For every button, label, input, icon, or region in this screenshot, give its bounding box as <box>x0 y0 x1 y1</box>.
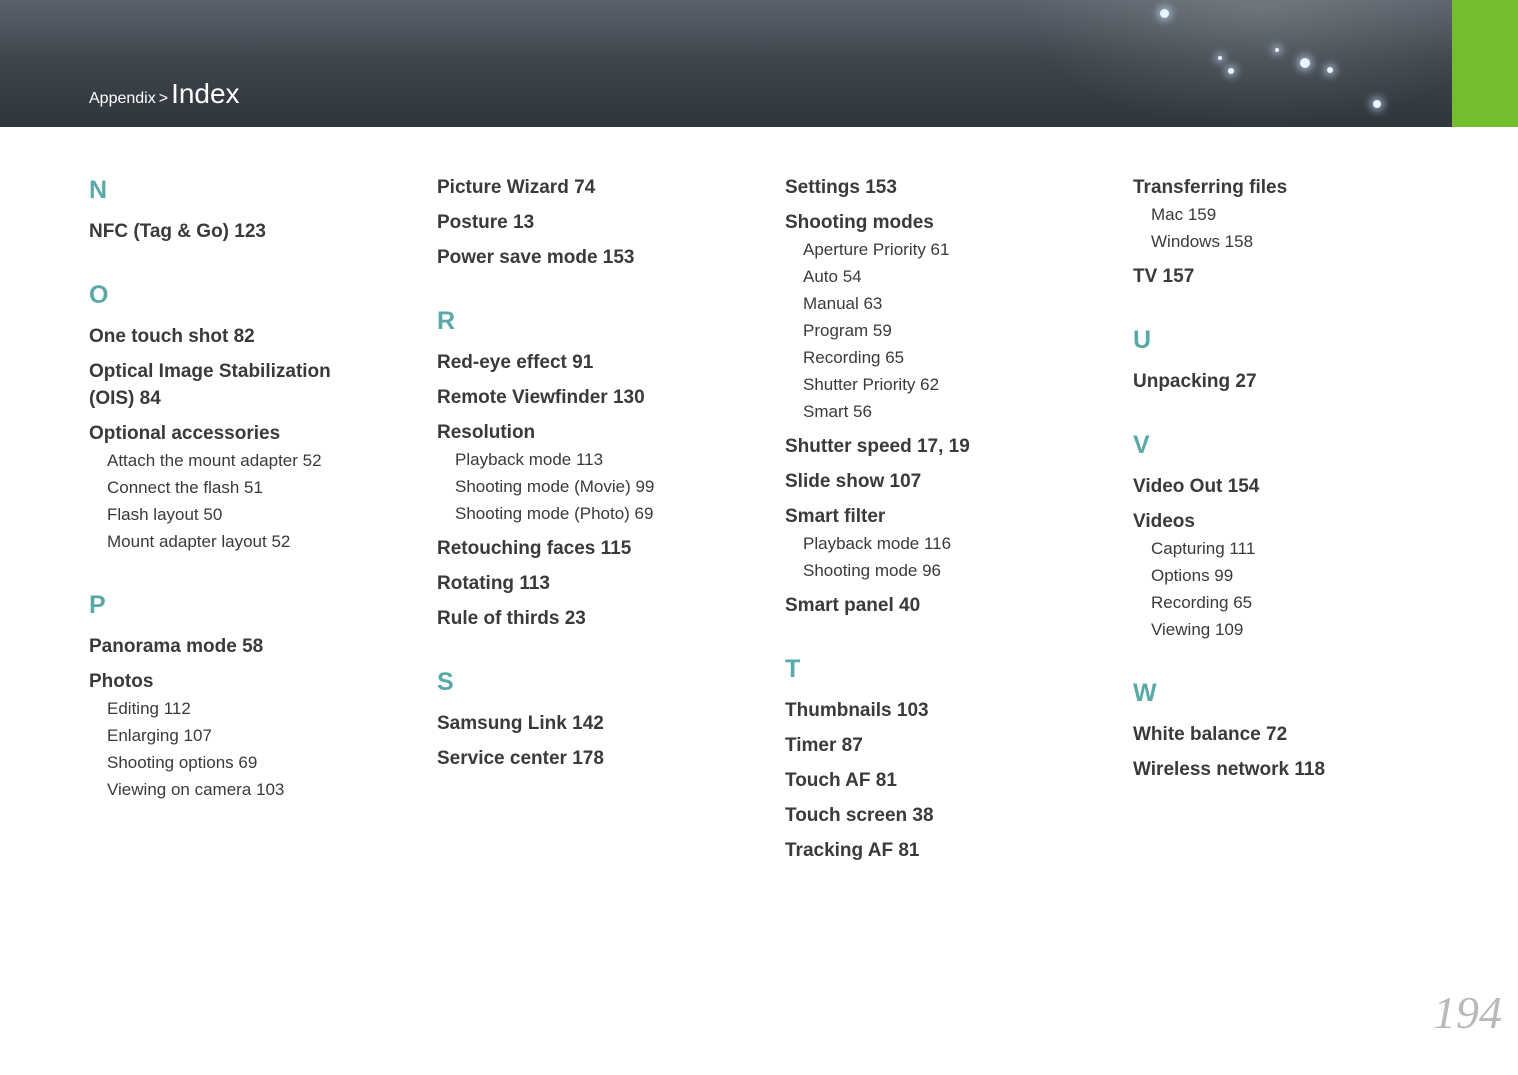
index-letter-heading: R <box>437 307 456 335</box>
page-header <box>0 0 1452 127</box>
sparkle-decoration <box>1228 68 1234 74</box>
index-subentry[interactable]: Attach the mount adapter 52 <box>107 451 322 470</box>
index-subentry[interactable]: Shutter Priority 62 <box>803 375 940 394</box>
index-entry[interactable]: Touch AF 81 <box>785 770 897 791</box>
sparkle-decoration <box>1160 9 1169 18</box>
index-subentry[interactable]: Playback mode 113 <box>455 450 604 469</box>
index-entry[interactable]: Smart panel 40 <box>785 595 921 616</box>
breadcrumb-parent[interactable]: Appendix <box>89 90 156 107</box>
index-letter-heading: V <box>1133 431 1150 459</box>
index-entry[interactable]: Touch screen 38 <box>785 805 934 826</box>
index-entry[interactable]: Videos <box>1133 511 1195 532</box>
page-title: Index <box>171 78 240 109</box>
index-entry[interactable]: TV 157 <box>1133 266 1195 287</box>
index-subentry[interactable]: Recording 65 <box>1151 593 1253 612</box>
index-column-1 <box>89 170 419 803</box>
index-entry[interactable]: Video Out 154 <box>1133 476 1260 497</box>
index-subentry[interactable]: Shooting options 69 <box>107 753 258 772</box>
index-subentry[interactable]: Flash layout 50 <box>107 505 223 524</box>
index-entry[interactable]: Photos <box>89 671 154 692</box>
index-subentry[interactable]: Mac 159 <box>1151 205 1217 224</box>
index-subentry[interactable]: Shooting mode (Photo) 69 <box>455 504 654 523</box>
index-entry[interactable]: Tracking AF 81 <box>785 840 920 861</box>
sparkle-decoration <box>1218 56 1222 60</box>
index-entry[interactable]: Transferring files <box>1133 177 1288 198</box>
sparkle-decoration <box>1327 67 1333 73</box>
index-subentry[interactable]: Enlarging 107 <box>107 726 212 745</box>
index-subentry[interactable]: Windows 158 <box>1151 232 1254 251</box>
sparkle-decoration <box>1300 58 1310 68</box>
index-letter-heading: T <box>785 655 801 683</box>
index-subentry[interactable]: Aperture Priority 61 <box>803 240 950 259</box>
index-entry[interactable]: Picture Wizard 74 <box>437 177 596 198</box>
index-entry[interactable]: Remote Viewfinder 130 <box>437 387 645 408</box>
index-subentry[interactable]: Smart 56 <box>803 402 872 421</box>
index-entry[interactable]: Rotating 113 <box>437 573 550 594</box>
index-subentry[interactable]: Mount adapter layout 52 <box>107 532 291 551</box>
index-subentry[interactable]: Recording 65 <box>803 348 905 367</box>
index-entry[interactable]: Service center 178 <box>437 748 604 769</box>
index-letter-heading: W <box>1133 679 1157 707</box>
index-entry[interactable]: Samsung Link 142 <box>437 713 604 734</box>
breadcrumb <box>89 78 240 110</box>
index-entry[interactable]: Shutter speed 17, 19 <box>785 436 970 457</box>
header-glow <box>1000 0 1452 127</box>
index-subentry[interactable]: Manual 63 <box>803 294 883 313</box>
index-entry[interactable]: Rule of thirds 23 <box>437 608 586 629</box>
index-entry[interactable]: Slide show 107 <box>785 471 922 492</box>
index-entry[interactable]: Resolution <box>437 422 536 443</box>
index-subentry[interactable]: Shooting mode (Movie) 99 <box>455 477 655 496</box>
index-entry[interactable]: Timer 87 <box>785 735 863 756</box>
index-subentry[interactable]: Viewing on camera 103 <box>107 780 285 799</box>
index-entry[interactable]: Smart filter <box>785 506 886 527</box>
page-number: 194 <box>1433 987 1502 1038</box>
index-subentry[interactable]: Options 99 <box>1151 566 1234 585</box>
index-entry[interactable]: Shooting modes <box>785 212 934 233</box>
index-subentry[interactable]: Capturing 111 <box>1151 539 1256 558</box>
index-letter-heading: U <box>1133 326 1152 354</box>
index-letter-heading: O <box>89 281 109 309</box>
section-accent-tab <box>1452 0 1518 127</box>
index-entry[interactable]: One touch shot 82 <box>89 326 255 347</box>
index-entry[interactable]: Optical Image Stabilization (OIS) 84 <box>89 361 331 409</box>
index-entry[interactable]: Optional accessories <box>89 423 281 444</box>
index-entry[interactable]: Settings 153 <box>785 177 897 198</box>
index-column-4 <box>1133 170 1463 783</box>
index-entry[interactable]: Red-eye effect 91 <box>437 352 594 373</box>
index-subentry[interactable]: Playback mode 116 <box>803 534 952 553</box>
index-entry[interactable]: Power save mode 153 <box>437 247 635 268</box>
index-entry[interactable]: NFC (Tag & Go) 123 <box>89 221 266 242</box>
index-entry[interactable]: White balance 72 <box>1133 724 1288 745</box>
index-entry[interactable]: Panorama mode 58 <box>89 636 264 657</box>
index-column-3 <box>785 170 1115 864</box>
index-entry[interactable]: Unpacking 27 <box>1133 371 1257 392</box>
index-entry[interactable]: Wireless network 118 <box>1133 759 1326 780</box>
index-letter-heading: P <box>89 591 106 619</box>
sparkle-decoration <box>1275 48 1279 52</box>
sparkle-decoration <box>1373 100 1381 108</box>
index-column-2 <box>437 170 767 772</box>
index-subentry[interactable]: Editing 112 <box>107 699 191 718</box>
index-subentry[interactable]: Connect the flash 51 <box>107 478 263 497</box>
index-entry[interactable]: Posture 13 <box>437 212 535 233</box>
index-letter-heading: N <box>89 176 108 204</box>
index-subentry[interactable]: Auto 54 <box>803 267 862 286</box>
index-subentry[interactable]: Shooting mode 96 <box>803 561 941 580</box>
index-letter-heading: S <box>437 668 454 696</box>
index-subentry[interactable]: Program 59 <box>803 321 892 340</box>
index-subentry[interactable]: Viewing 109 <box>1151 620 1244 639</box>
breadcrumb-separator: > <box>158 90 169 107</box>
index-entry[interactable]: Thumbnails 103 <box>785 700 929 721</box>
index-entry[interactable]: Retouching faces 115 <box>437 538 632 559</box>
